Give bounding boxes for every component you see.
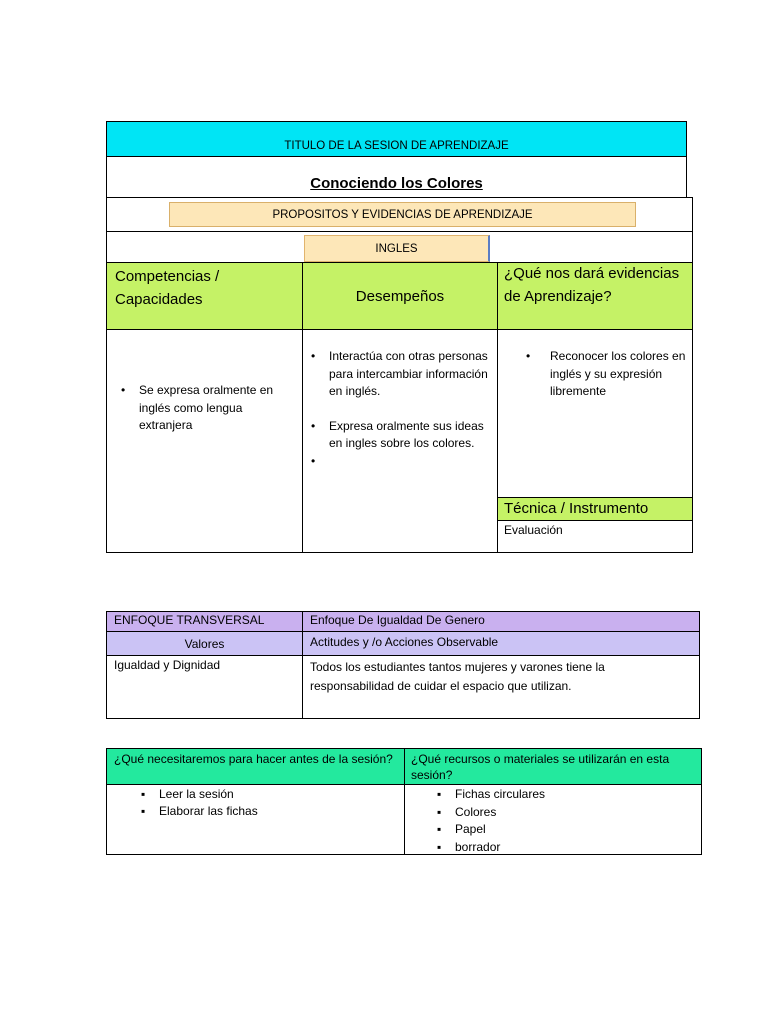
enfoque-value-cell xyxy=(302,611,700,632)
recursos-cell xyxy=(404,784,702,855)
list-item: ▪ Fichas circulares xyxy=(429,786,545,804)
competencias-cell xyxy=(106,329,303,553)
area-label: INGLES xyxy=(375,242,418,255)
evidencias-list xyxy=(518,348,688,401)
recursos-header xyxy=(404,748,702,785)
tecnica-header xyxy=(497,497,693,521)
competencias-header xyxy=(106,262,303,330)
antes-header-text: ¿Qué necesitaremos para hacer antes de la sesión? xyxy=(114,752,393,766)
actitud-text: Todos los estudiantes tantos mujeres y varones tiene la responsabilidad de cuidar el espacio que utilizan. xyxy=(310,660,605,693)
actitudes-header xyxy=(302,631,700,656)
title-label-cell xyxy=(106,121,687,157)
area-label-box xyxy=(304,235,490,262)
desempenos-header xyxy=(302,262,498,330)
list-item: • Interactúa con otras personas para intercambiar información en inglés. xyxy=(303,348,493,401)
session-title: Conociendo los Colores xyxy=(310,175,483,192)
evidencias-header xyxy=(497,262,693,330)
desempenos-header-text: Desempeños xyxy=(355,287,445,305)
list-item: ▪ Papel xyxy=(429,821,545,839)
recursos-header-text: ¿Qué recursos o materiales se utilizarán en esta sesión? xyxy=(411,752,670,782)
tecnica-value: Evaluación xyxy=(504,523,563,537)
evidencias-cell xyxy=(497,329,693,498)
actitudes-header-text: Actitudes y /o Acciones Observable xyxy=(310,635,499,649)
antes-cell xyxy=(106,784,405,855)
recursos-list xyxy=(429,786,545,856)
purposes-label-box xyxy=(169,202,636,227)
antes-header xyxy=(106,748,405,785)
title-label: TITULO DE LA SESION DE APRENDIZAJE xyxy=(284,140,509,152)
list-item: • Reconocer los colores en inglés y su expresión libremente xyxy=(518,348,688,401)
valor-cell xyxy=(106,655,303,719)
actitud-cell xyxy=(302,655,700,719)
list-item: ▪ borrador xyxy=(429,839,545,857)
list-item: • Expresa oralmente sus ideas en ingles sobre los colores. xyxy=(303,418,493,453)
list-item: • Se expresa oralmente en inglés como lengua extranjera xyxy=(113,382,293,435)
tecnica-header-text: Técnica / Instrumento xyxy=(504,500,649,517)
list-item: ▪ Elaborar las fichas xyxy=(133,803,258,820)
valores-header-text: Valores xyxy=(184,636,225,651)
antes-list xyxy=(133,786,258,820)
tecnica-value-cell xyxy=(497,520,693,553)
competencias-header-text: Competencias / Capacidades xyxy=(115,268,220,308)
list-item: ▪ Leer la sesión xyxy=(133,786,258,803)
evidencias-header-text: ¿Qué nos dará evidencias de Aprendizaje? xyxy=(504,265,680,305)
purposes-label: PROPOSITOS Y EVIDENCIAS DE APRENDIZAJE xyxy=(272,208,533,221)
list-item xyxy=(303,453,493,470)
enfoque-label: ENFOQUE TRANSVERSAL xyxy=(114,613,265,627)
enfoque-value: Enfoque De Igualdad De Genero xyxy=(310,613,485,627)
valor-text: Igualdad y Dignidad xyxy=(114,658,221,672)
competencias-list xyxy=(113,382,293,435)
valores-header xyxy=(106,631,303,656)
enfoque-label-cell xyxy=(106,611,303,632)
session-title-cell xyxy=(106,156,687,198)
list-item: ▪ Colores xyxy=(429,804,545,822)
desempenos-cell xyxy=(302,329,498,553)
desempenos-list xyxy=(303,348,493,470)
